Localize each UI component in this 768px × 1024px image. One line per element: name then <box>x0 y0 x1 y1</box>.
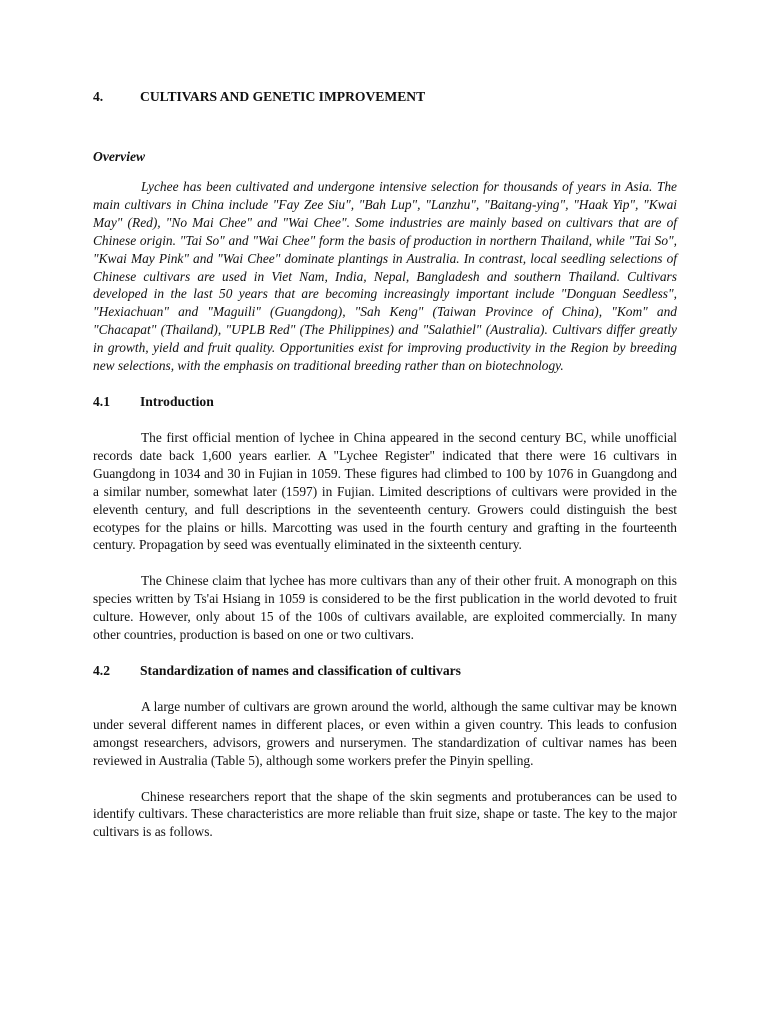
section-number: 4.2 <box>93 662 110 678</box>
section-number: 4.1 <box>93 393 110 409</box>
chapter-heading <box>93 88 677 106</box>
chapter-title: CULTIVARS AND GENETIC IMPROVEMENT <box>140 89 426 104</box>
section-heading-introduction <box>93 393 677 411</box>
body-paragraph: Chinese researchers report that the shape of the skin segments and protuberances can be used to identify cultivars. These characteristics are more reliable than fruit size, shape or taste. The key to the major cultivars is as follows. <box>93 788 677 840</box>
chapter-number: 4. <box>93 89 104 104</box>
section-title: Introduction <box>140 393 214 409</box>
document-page <box>93 88 677 841</box>
body-paragraph: A large number of cultivars are grown around the world, although the same cultivar may be known under several different names in different places, or even within a given country. This leads to confusion amongst researchers, advisors, growers and nurserymen. The standardization of cultivar names has been reviewed in Australia (Table 5), although some workers prefer the Pinyin spelling. <box>93 698 677 768</box>
overview-paragraph: Lychee has been cultivated and undergone intensive selection for thousands of years in Asia. The main cultivars in China include "Fay Zee Siu", "Bah Lup", "Lanzhu", "Baitang-ying", "Haak Yip", "Kwai May" (Red), "No Mai Chee" and "Wai Chee". Some industries are mainly based on cultivars that are of Chinese origin. "Tai So" and "Wai Chee" form the basis of production in northern Thailand, while "Tai So", "Kwai May Pink" and "Wai Chee" dominate plantings in Australia. In contrast, local seedling selections of Chinese cultivars are used in Viet Nam, India, Nepal, Bangladesh and southern Thailand. Cultivars developed in the last 50 years that are becoming increasingly important include "Donguan Seedless", "Hexiachuan" and "Maguili" (Guangdong), "Sah Keng" (Taiwan Province of China), "Kom" and "Chacapat" (Thailand), "UPLB Red" (The Philippines) and "Salathiel" (Australia). Cultivars differ greatly in growth, yield and fruit quality. Opportunities exist for improving productivity in the Region by breeding new selections, with the emphasis on traditional breeding rather than on biotechnology. <box>93 179 677 374</box>
body-paragraph: The first official mention of lychee in China appeared in the second century BC, while unofficial records date back 1,600 years earlier. A "Lychee Register" indicated that there were 16 cultivars in Guangdong in 1034 and 30 in Fujian in 1059. These figures had climbed to 100 by 1076 in Guangdong and a similar number, somewhat later (1597) in Fujian. Limited descriptions of cultivars were provided in the eleventh century, and full descriptions in the seventeenth century. Growers could distinguish the best ecotypes for the plains or hills. Marcotting was used in the fourth century and grafting in the fourteenth century. Propagation by seed was eventually eliminated in the sixteenth century. <box>93 429 677 553</box>
section-heading-standardization <box>93 662 677 680</box>
paragraph-spacer <box>93 554 677 572</box>
paragraph-spacer <box>93 770 677 788</box>
section-title: Standardization of names and classification of cultivars <box>140 662 461 678</box>
body-paragraph: The Chinese claim that lychee has more cultivars than any of their other fruit. A monograph on this species written by Ts'ai Hsiang in 1059 is considered to be the first publication in the world devoted to fruit culture. However, only about 15 of the 100s of cultivars available, are exploited commercially. In many other countries, production is based on one or two cultivars. <box>93 573 677 643</box>
overview-title: Overview <box>93 149 146 164</box>
